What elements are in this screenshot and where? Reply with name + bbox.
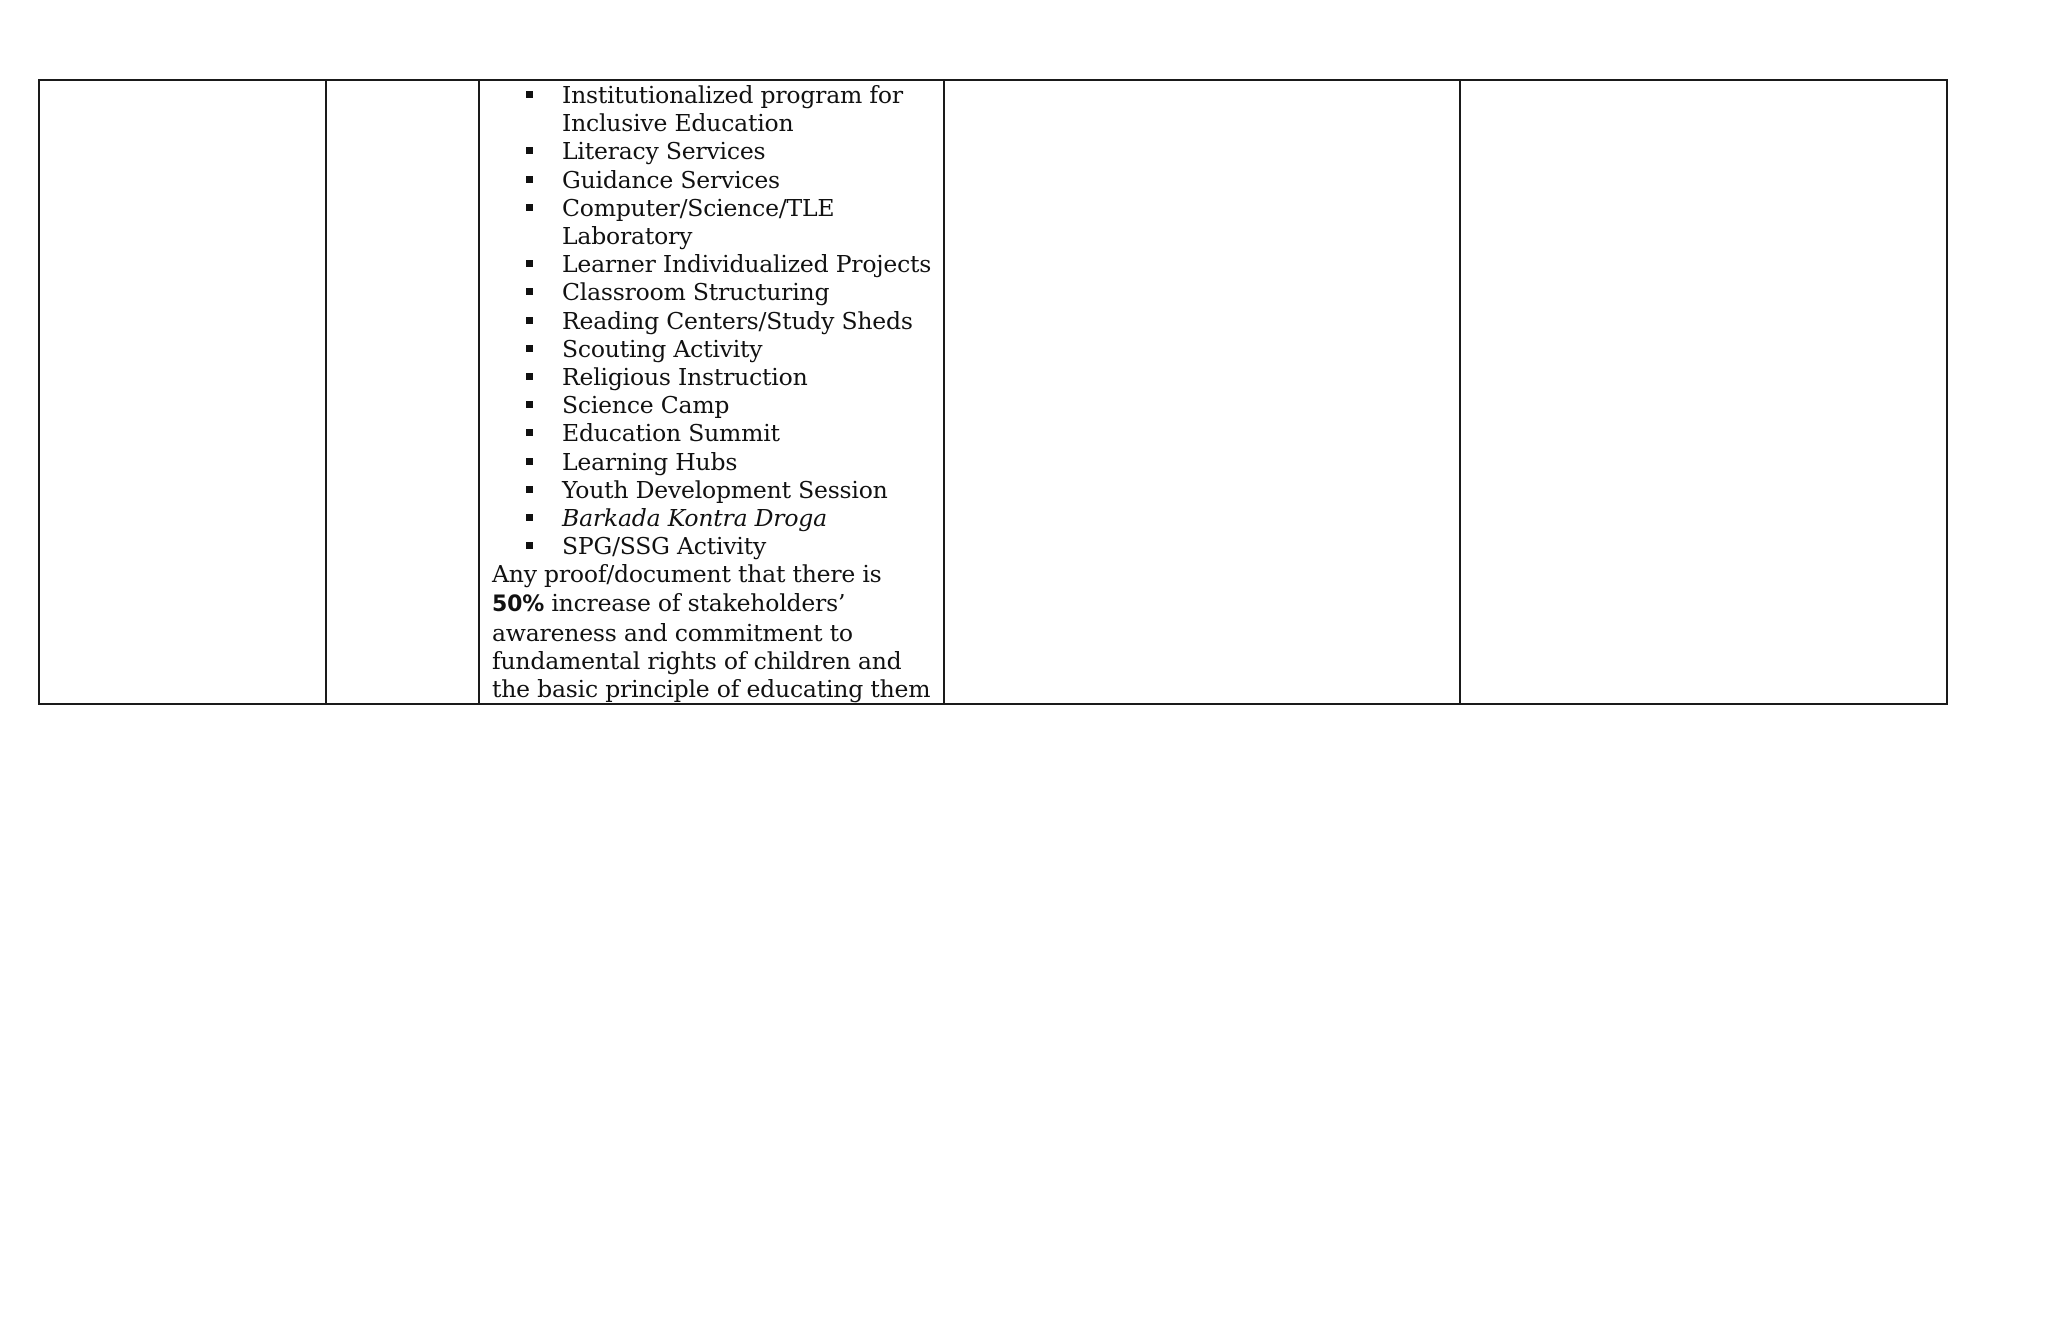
list-item-label-continued: Inclusive Education [562, 109, 794, 138]
list-item [492, 307, 943, 335]
list-item [492, 504, 943, 532]
list-item-label: Science Camp [562, 391, 730, 420]
list-item [492, 137, 943, 165]
square-bullet-icon [526, 176, 533, 183]
square-bullet-icon [526, 401, 533, 408]
list-item-label: Learning Hubs [562, 447, 738, 476]
list-item-label: Guidance Services [562, 165, 780, 194]
proof-text [492, 560, 943, 703]
list-item-label: Literacy Services [562, 137, 766, 166]
list-item [492, 81, 943, 137]
table-cell-4 [944, 80, 1460, 704]
list-item-label: Computer/Science/TLE [562, 193, 835, 222]
list-item [492, 166, 943, 194]
list-item [492, 363, 943, 391]
square-bullet-icon [526, 345, 533, 352]
list-item [492, 448, 943, 476]
square-bullet-icon [526, 514, 533, 521]
square-bullet-icon [526, 288, 533, 295]
list-item [492, 194, 943, 250]
square-bullet-icon [526, 204, 533, 211]
list-item [492, 419, 943, 447]
proof-line-3: awareness and commitment to [492, 618, 853, 647]
list-item-label: Institutionalized program for [562, 81, 903, 109]
proof-line-1: Any proof/document that there is [492, 560, 882, 589]
square-bullet-icon [526, 91, 533, 98]
cell-content [480, 81, 943, 703]
proof-line-2-rest: increase of stakeholders’ [544, 588, 846, 617]
list-item [492, 391, 943, 419]
square-bullet-icon [526, 542, 533, 549]
list-item-label: SPG/SSG Activity [562, 532, 767, 561]
square-bullet-icon [526, 486, 533, 493]
list-item [492, 335, 943, 363]
square-bullet-icon [526, 429, 533, 436]
square-bullet-icon [526, 373, 533, 380]
proof-line-4: fundamental rights of children and [492, 647, 902, 676]
square-bullet-icon [526, 458, 533, 465]
list-item [492, 476, 943, 504]
proof-line-2 [492, 589, 943, 619]
list-item-label: Reading Centers/Study Sheds [562, 306, 913, 335]
list-item-label: Classroom Structuring [562, 278, 830, 307]
list-item [492, 250, 943, 278]
list-item-label: Education Summit [562, 419, 780, 448]
square-bullet-icon [526, 147, 533, 154]
list-item-label: Youth Development Session [562, 475, 888, 504]
square-bullet-icon [526, 317, 533, 324]
document-table [38, 79, 1948, 705]
table-cell-3 [479, 80, 944, 704]
proof-percentage: 50% [492, 591, 545, 617]
list-item [492, 532, 943, 560]
table-cell-1 [39, 80, 326, 704]
bullet-list [492, 81, 943, 560]
list-item-label: Barkada Kontra Droga [562, 504, 827, 533]
table-row [39, 80, 1947, 704]
square-bullet-icon [526, 260, 533, 267]
list-item-label: Religious Instruction [562, 363, 808, 392]
table-cell-5 [1460, 80, 1947, 704]
list-item-label: Scouting Activity [562, 334, 763, 363]
proof-line-5: the basic principle of educating them [492, 675, 931, 704]
list-item-label-continued: Laboratory [562, 222, 693, 251]
list-item [492, 278, 943, 306]
list-item-label: Learner Individualized Projects [562, 250, 932, 279]
table-cell-2 [326, 80, 479, 704]
